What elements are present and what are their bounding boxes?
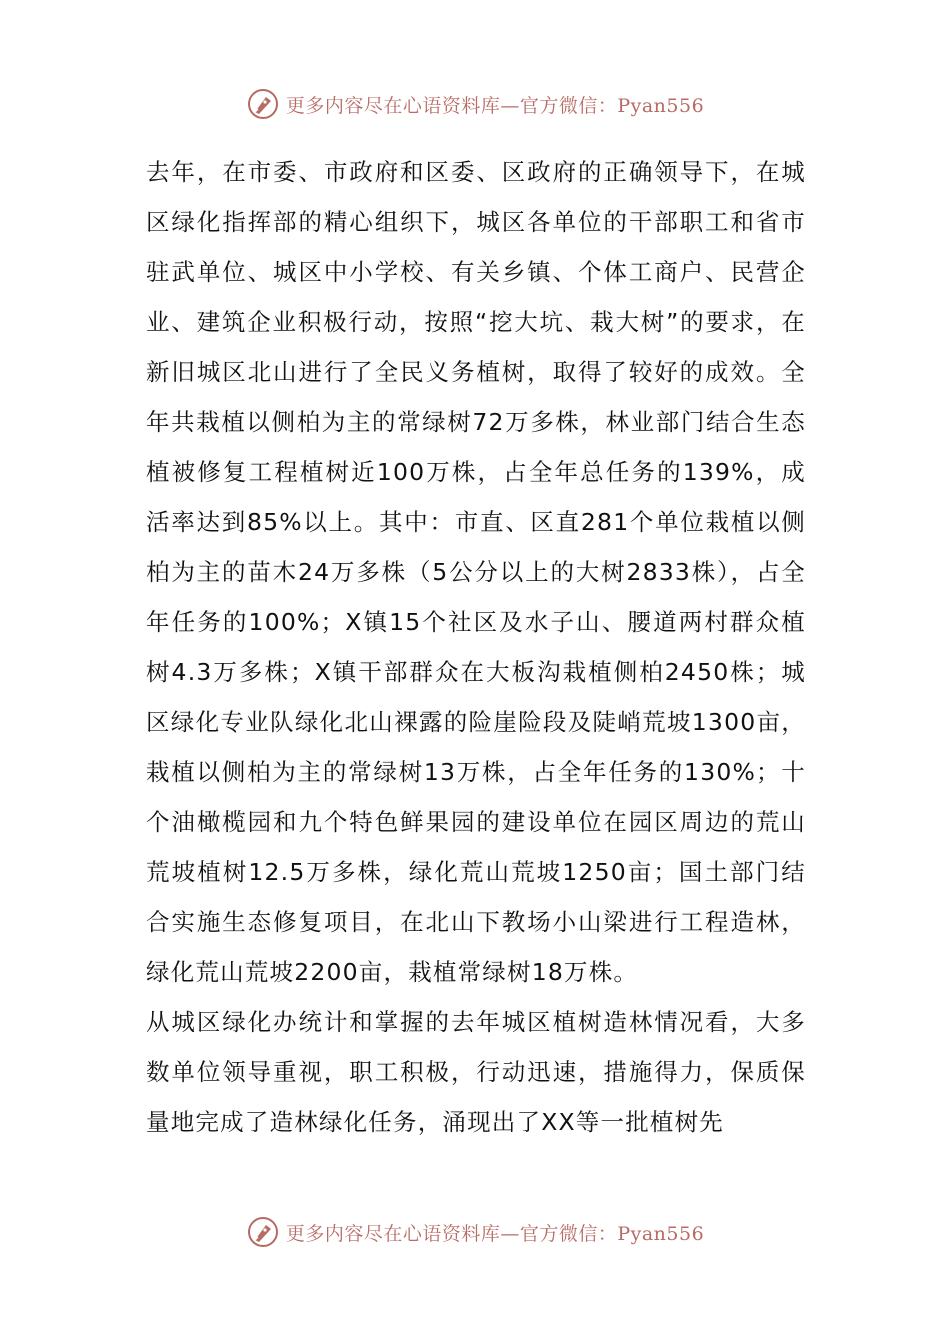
pen-nib-logo-icon bbox=[246, 87, 280, 121]
document-body bbox=[146, 147, 806, 1147]
paragraph: 去年，在市委、市政府和区委、区政府的正确领导下，在城区绿化指挥部的精心组织下，城区各单位的干部职工和省市驻武单位、城区中小学校、有关乡镇、个体工商户、民营企业、建筑企业积极行动，按照“挖大坑、栽大树”的要求，在新旧城区北山进行了全民义务植树，取得了较好的成效。全年共栽植以侧柏为主的常绿树72万多株，林业部门结合生态植被修复工程植树近100万株，占全年总任务的139%，成活率达到85%以上。其中：市直、区直281个单位栽植以侧柏为主的苗木24万多株（5公分以上的大树2833株），占全年任务的100%；X镇15个社区及水子山、腰道两村群众植树4.3万多株；X镇干部群众在大板沟栽植侧柏2450株；城区绿化专业队绿化北山裸露的险崖险段及陡峭荒坡1300亩，栽植以侧柏为主的常绿树13万株，占全年任务的130%；十个油橄榄园和九个特色鲜果园的建设单位在园区周边的荒山荒坡植树12.5万多株，绿化荒山荒坡1250亩；国土部门结合实施生态修复项目，在北山下教场小山梁进行工程造林，绿化荒山荒坡2200亩，栽植常绿树18万株。 bbox=[146, 158, 806, 986]
footer-banner bbox=[0, 1212, 950, 1252]
paragraph: 从城区绿化办统计和掌握的去年城区植树造林情况看，大多数单位领导重视，职工积极，行动迅速，措施得力，保质保量地完成了造林绿化任务，涌现出了XX等一批植树先 bbox=[146, 1008, 806, 1136]
pen-nib-logo-icon bbox=[246, 1215, 280, 1249]
footer-banner-text: 更多内容尽在心语资料库—官方微信：Pyan556 bbox=[285, 1222, 705, 1245]
header-banner bbox=[0, 84, 950, 124]
header-banner-text: 更多内容尽在心语资料库—官方微信：Pyan556 bbox=[285, 94, 705, 117]
